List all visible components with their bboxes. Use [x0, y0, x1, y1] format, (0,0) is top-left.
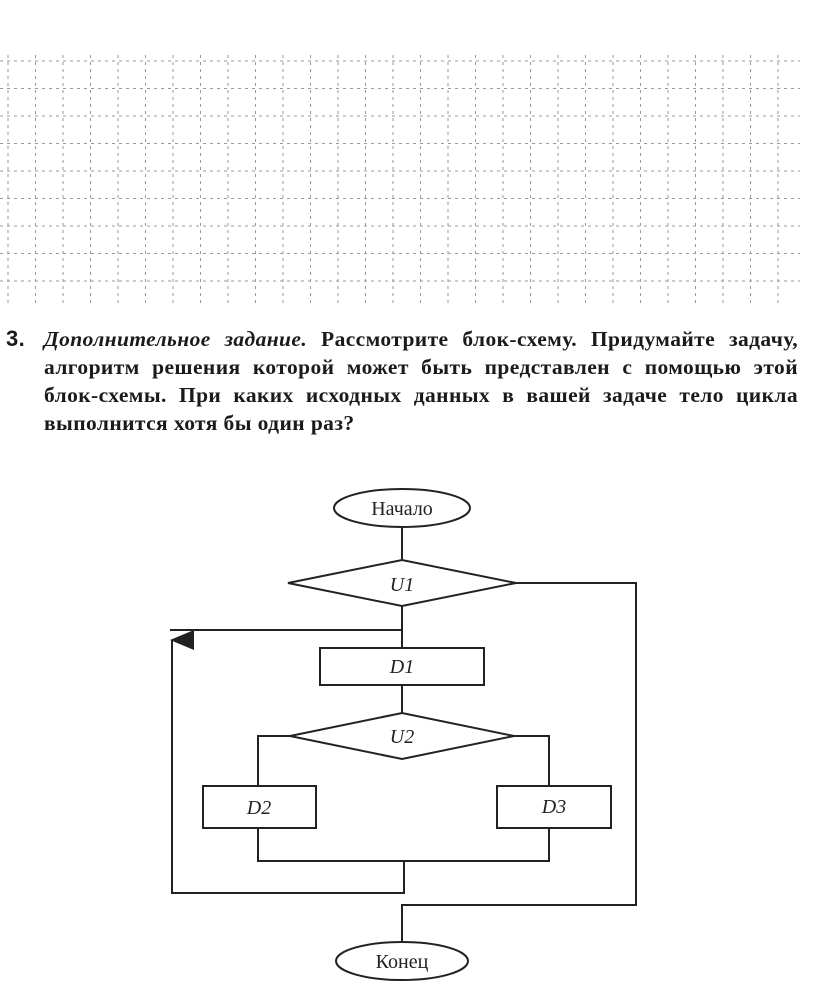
- connector-u2-d2: [258, 736, 290, 786]
- connector-merge: [258, 828, 549, 861]
- cond1-label: U1: [389, 574, 415, 596]
- action1-label: D1: [389, 656, 415, 678]
- action2-label: D2: [246, 797, 272, 819]
- start-label: Начало: [371, 498, 433, 520]
- answer-grid: [0, 55, 800, 305]
- connector-u1-exit: [402, 583, 636, 942]
- task-extra-label: Дополнительное задание.: [44, 327, 308, 351]
- connector-u2-d3: [514, 736, 549, 786]
- flowchart: [0, 480, 816, 998]
- action3-label: D3: [541, 796, 567, 818]
- end-label: Конец: [375, 951, 429, 973]
- task-block: [6, 325, 798, 437]
- cond2-label: U2: [389, 726, 415, 748]
- task-question: Рассмотрите блок-схему. Придумайте задачу, алгоритм решения которой может быть представлен с помощью этой блок-схемы. При каких исходных данных в вашей задаче тело цикла выполнится хотя бы один раз?: [44, 327, 798, 435]
- task-text: [6, 325, 798, 437]
- task-number: 3.: [6, 326, 26, 351]
